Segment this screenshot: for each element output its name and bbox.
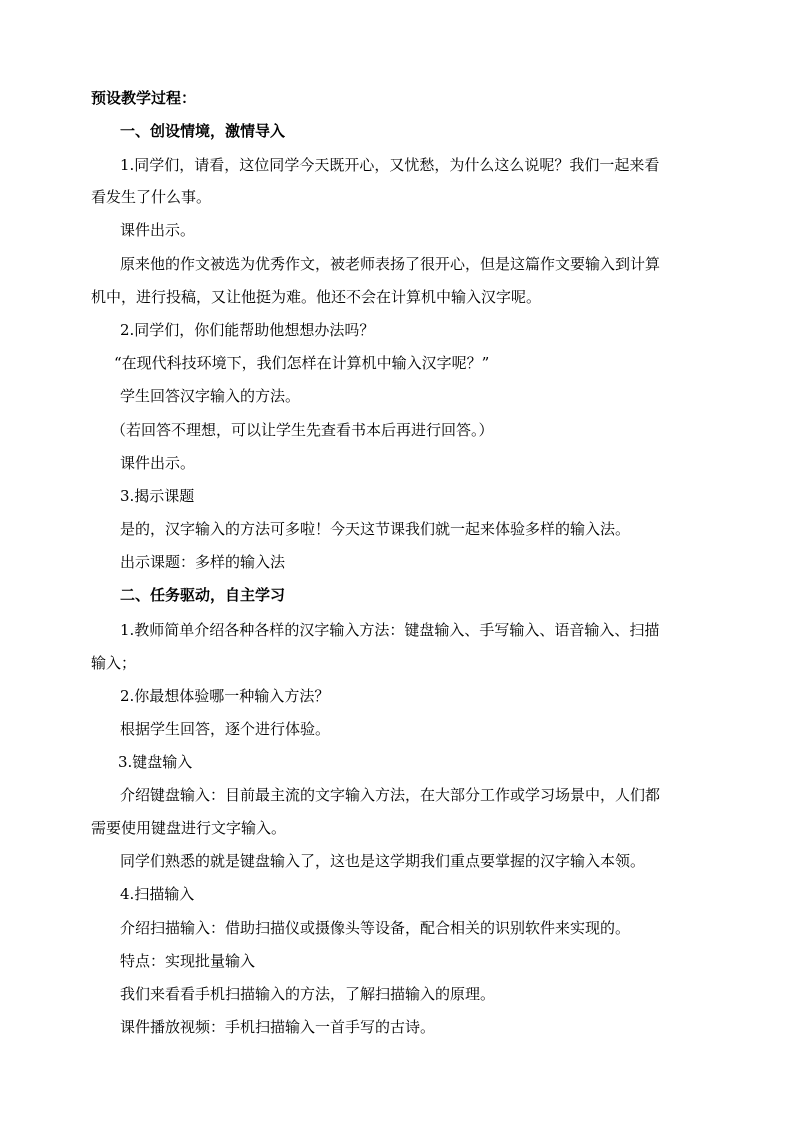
paragraph-line: 1.教师简单介绍各种各样的汉字输入方法：键盘输入、手写输入、语音输入、扫描	[120, 621, 660, 639]
paragraph-line: （若回答不理想，可以让学生先查看书本后再进行回答。）	[111, 421, 494, 439]
paragraph-line: 课件出示。	[120, 454, 196, 472]
paragraph-line: 需要使用键盘进行文字输入。	[91, 819, 287, 837]
paragraph-line: 学生回答汉字输入的方法。	[120, 387, 301, 405]
subsection-heading: 二、任务驱动，自主学习	[120, 586, 286, 604]
paragraph-line: 1.同学们，请看，这位同学今天既开心，又忧愁，为什么这么说呢？我们一起来看	[120, 156, 660, 174]
subsection-heading: 一、创设情境，激情导入	[120, 122, 286, 140]
paragraph-line: 根据学生回答，逐个进行体验。	[120, 720, 331, 738]
paragraph-line: 同学们熟悉的就是键盘输入了，这也是这学期我们重点要掌握的汉字输入本领。	[120, 852, 646, 870]
paragraph-line: 2.你最想体验哪一种输入方法？	[120, 687, 330, 705]
paragraph-line: 输入；	[91, 654, 137, 672]
paragraph-line: 介绍扫描输入：借助扫描仪或摄像头等设备，配合相关的识别软件来实现的。	[120, 919, 631, 937]
paragraph-line: 课件播放视频：手机扫描输入一首手写的古诗。	[120, 1018, 436, 1036]
paragraph-line: 机中，进行投稿，又让他挺为难。他还不会在计算机中输入汉字呢。	[91, 288, 542, 306]
paragraph-line: 介绍键盘输入：目前最主流的文字输入方法，在大部分工作或学习场景中，人们都	[120, 786, 661, 804]
paragraph-line: 3.揭示课题	[120, 487, 195, 505]
paragraph-line: 课件出示。	[120, 221, 196, 239]
paragraph-line: 我们来看看手机扫描输入的方法，了解扫描输入的原理。	[120, 985, 496, 1003]
paragraph-line: 出示课题：多样的输入法	[120, 553, 286, 571]
paragraph-line: 特点：实现批量输入	[120, 952, 256, 970]
paragraph-line: 是的，汉字输入的方法可多啦！今天这节课我们就一起来体验多样的输入法。	[120, 520, 631, 538]
section-heading: 预设教学过程：	[91, 89, 197, 107]
paragraph-line: 2.同学们，你们能帮助他想想办法吗？	[120, 321, 375, 339]
paragraph-line: 4.扫描输入	[120, 885, 195, 903]
quote-line: “在现代科技环境下，我们怎样在计算机中输入汉字呢？”	[114, 354, 490, 372]
paragraph-line: 原来他的作文被选为优秀作文，被老师表扬了很开心，但是这篇作文要输入到计算	[120, 255, 661, 273]
paragraph-line: 3.键盘输入	[118, 753, 193, 771]
paragraph-line: 看发生了什么事。	[91, 188, 212, 206]
